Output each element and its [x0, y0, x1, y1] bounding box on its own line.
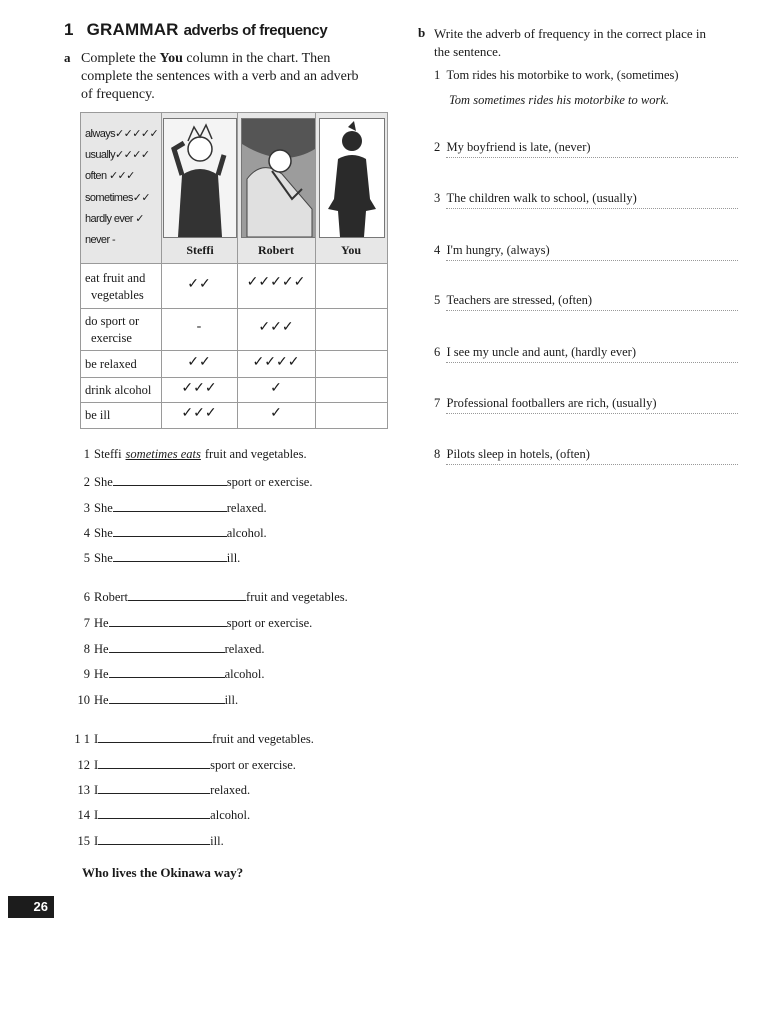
part-b-item-7: 7 Professional footballers are rich, (usually): [434, 396, 657, 410]
sentence-a-2: 2 She sport or exercise.: [83, 475, 313, 489]
chart-row: [81, 350, 387, 378]
sentence-a-3: 3 She relaxed.: [83, 501, 267, 515]
instruction-text: column in the chart. Then: [182, 51, 331, 66]
freq-key-usually: usually✓✓✓✓: [85, 149, 150, 161]
column-steffi: Steffi: [186, 243, 214, 257]
activity-label: eat fruit and vegetables: [85, 271, 146, 302]
section-title: [64, 20, 327, 40]
example-answer: sometimes eats: [125, 447, 201, 461]
column-robert: Robert: [258, 243, 294, 257]
answer-line[interactable]: [446, 464, 738, 465]
instruction-text: Complete the: [81, 51, 160, 66]
part-b-example-answer: Tom sometimes rides his motorbike to work.: [449, 93, 670, 107]
part-b-item-5: 5 Teachers are stressed, (often): [434, 293, 593, 307]
part-b-item-8: 8 Pilots sleep in hotels, (often): [434, 447, 590, 461]
robert-ticks: ✓: [270, 406, 282, 421]
steffi-ticks: ✓✓: [187, 355, 211, 370]
answer-blank[interactable]: [109, 691, 225, 704]
instruction-text: complete the sentences with a verb and an adverb: [81, 69, 359, 84]
sentence-a-14: 14 I alcohol.: [77, 808, 251, 822]
section-title-rest: adverbs of frequency: [183, 22, 328, 39]
sentence-a-12: 12 I sport or exercise.: [77, 758, 296, 772]
robert-ticks: ✓✓✓: [258, 320, 294, 335]
robert-ticks: ✓✓✓✓: [252, 355, 300, 370]
steffi-ticks: ✓✓✓: [181, 406, 217, 421]
answer-blank[interactable]: [109, 665, 225, 678]
answer-line[interactable]: [446, 413, 738, 414]
freq-key-always: always✓✓✓✓✓: [85, 128, 159, 140]
answer-blank[interactable]: [98, 806, 210, 819]
activity-label: be ill: [85, 408, 111, 422]
answer-blank[interactable]: [113, 473, 227, 486]
answer-line[interactable]: [446, 362, 738, 363]
chart-header: [81, 113, 387, 264]
page-number: 26: [8, 896, 54, 918]
answer-blank[interactable]: [128, 588, 246, 601]
sentence-a-4: 4 She alcohol.: [83, 526, 267, 540]
freq-key-sometimes: sometimes✓✓: [85, 192, 151, 204]
chart-row: [81, 402, 387, 428]
freq-key-often: often ✓✓✓: [85, 170, 135, 182]
answer-blank[interactable]: [98, 730, 212, 743]
steffi-ticks: ✓✓: [187, 277, 211, 292]
part-b-letter: b: [418, 25, 426, 40]
sentence-a-9: 9 He alcohol.: [83, 667, 265, 681]
next-section-heading: Who lives the Okinawa way?: [82, 865, 244, 880]
instruction-text: Write the adverb of frequency in the correct place in: [434, 26, 706, 41]
steffi-ticks: ✓✓✓: [181, 381, 217, 396]
answer-blank[interactable]: [109, 614, 227, 627]
part-b-item-1: 1 Tom rides his motorbike to work, (sometimes): [434, 68, 679, 82]
answer-line[interactable]: [446, 208, 738, 209]
answer-blank[interactable]: [109, 640, 225, 653]
answer-blank[interactable]: [113, 549, 227, 562]
sentence-a-10: 10 He ill.: [77, 693, 239, 707]
answer-line[interactable]: [446, 260, 738, 261]
sentence-a-6: 6 Robert fruit and vegetables.: [83, 590, 348, 604]
part-b-item-6: 6 I see my uncle and aunt, (hardly ever): [434, 345, 637, 359]
steffi-illustration: [163, 118, 237, 238]
column-you: You: [340, 243, 361, 257]
freq-key-hardly-ever: hardly ever ✓: [85, 213, 144, 225]
instruction-text: the sentence.: [434, 44, 502, 59]
chart-row: [81, 308, 387, 351]
robert-ticks: ✓: [270, 381, 282, 396]
answer-blank[interactable]: [113, 524, 227, 537]
answer-line[interactable]: [446, 157, 738, 158]
part-b-item-3: 3 The children walk to school, (usually): [434, 191, 637, 205]
freq-key-never: never -: [85, 234, 116, 246]
sentence-a-15: 15 I ill.: [77, 834, 224, 848]
chart-row: [81, 377, 387, 403]
section-number: 1: [64, 20, 74, 39]
sentence-a-8: 8 He relaxed.: [83, 642, 265, 656]
sentence-a-7: 7 He sport or exercise.: [83, 616, 313, 630]
answer-blank[interactable]: [98, 756, 210, 769]
answer-blank[interactable]: [98, 781, 210, 794]
activity-label: do sport or exercise: [85, 314, 140, 345]
part-b-item-4: 4 I'm hungry, (always): [434, 243, 550, 257]
part-a-instruction: [81, 50, 359, 104]
robert-ticks: ✓✓✓✓✓: [246, 275, 306, 290]
frequency-chart: [80, 112, 388, 429]
part-b-item-2: 2 My boyfriend is late, (never): [434, 140, 591, 154]
part-b-instruction: [434, 25, 706, 61]
chart-row: [81, 263, 387, 309]
instruction-text: of frequency.: [81, 87, 155, 102]
instruction-bold: You: [159, 51, 183, 66]
answer-blank[interactable]: [113, 499, 227, 512]
sentence-a-13: 13 I relaxed.: [77, 783, 251, 797]
activity-label: be relaxed: [85, 357, 137, 371]
sentence-a-1: 1 Steffi sometimes eats fruit and vegetables.: [83, 447, 307, 461]
sentence-a-11: 1 1 I fruit and vegetables.: [74, 732, 314, 746]
activity-label: drink alcohol: [85, 383, 152, 397]
part-a-letter: a: [64, 50, 71, 65]
section-title-caps: GRAMMAR: [86, 20, 179, 39]
you-silhouette: [319, 118, 385, 238]
answer-blank[interactable]: [98, 832, 210, 845]
robert-illustration: [241, 118, 316, 238]
answer-line[interactable]: [446, 310, 738, 311]
sentence-a-5: 5 She ill.: [83, 551, 241, 565]
steffi-ticks: -: [196, 319, 202, 334]
